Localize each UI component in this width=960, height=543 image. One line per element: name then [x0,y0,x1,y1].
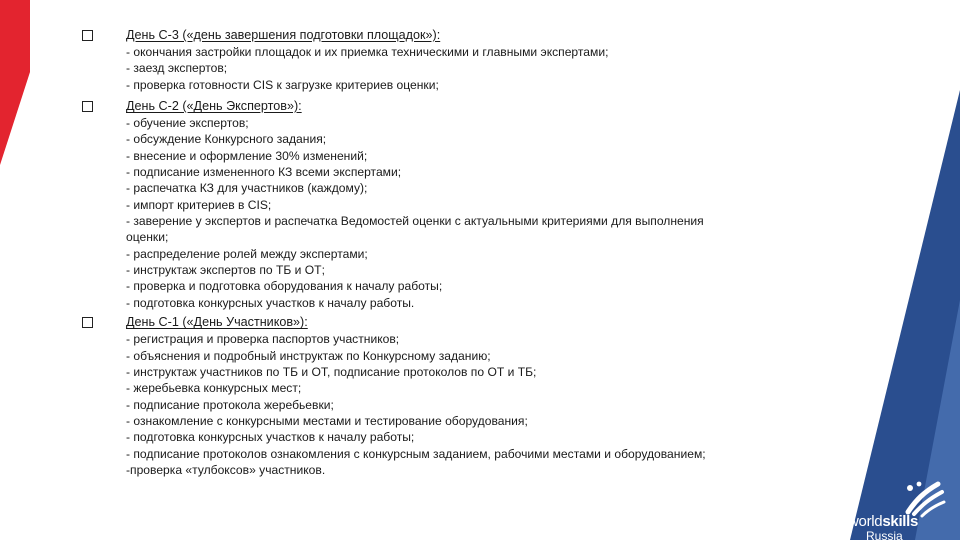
list-item: - внесение и оформление 30% изменений; [126,148,368,163]
checkbox-icon [82,101,93,112]
list-item: - обсуждение Конкурсного задания; [126,132,327,147]
list-item: - подготовка конкурсных участков к началу работы; [126,430,415,445]
section-title: День С-1 («День Участников»): [126,315,308,330]
checkbox-icon [82,317,93,328]
list-item: - инструктаж участников по ТБ и ОТ, подписание протоколов по ОТ и ТБ; [126,364,537,379]
logo-wordmark-world: world [848,513,883,530]
checkbox-icon [82,30,93,41]
list-item: -проверка «тулбоксов» участников. [126,462,326,477]
list-item: - распечатка КЗ для участников (каждому); [126,181,368,196]
list-item: - обучение экспертов; [126,116,249,131]
list-item: - окончания застройки площадок и их приемка техническими и главными экспертами; [126,45,609,59]
list-item: - импорт критериев в CIS; [126,197,272,212]
worldskills-emblem-icon [902,478,946,518]
list-item: - проверка и подготовка оборудования к началу работы; [126,279,443,294]
list-item: - инструктаж экспертов по ТБ и ОТ; [126,263,325,278]
list-item: - распределение ролей между экспертами; [126,246,368,261]
logo-country: Russia [866,529,903,543]
list-item: - подготовка конкурсных участков к началу работы. [126,295,415,310]
list-item: - подписание измененного КЗ всеми экспертами; [126,165,402,180]
worldskills-logo [848,478,960,543]
list-item: - объяснения и подробный инструктаж по Конкурсному заданию; [126,348,491,363]
section-title: День С-2 («День Экспертов»): [126,99,302,114]
list-item: - жеребьевка конкурсных мест; [126,381,302,396]
list-item: - заезд экспертов; [126,61,228,76]
list-item: - проверка готовности CIS к загрузке критериев оценки; [126,77,439,92]
section-title: День С-3 («день завершения подготовки площадок»): [126,28,441,42]
list-item: - подписание протоколов ознакомления с конкурсным заданием, рабочими местами и оборудованием; [126,446,706,461]
list-item: - ознакомление с конкурсными местами и тестирование оборудования; [126,413,528,428]
logo-wordmark-skills: skills [882,513,919,530]
red-accent-band [0,0,30,170]
logo-wordmark [848,514,918,529]
list-item: - заверение у экспертов и распечатка Ведомостей оценки с актуальными критериями для выполнения оценки; [126,214,704,245]
section-day-c3 [82,27,742,93]
section-day-c1 [82,314,742,478]
list-item: - регистрация и проверка паспортов участников; [126,332,400,347]
section-day-c2 [82,98,742,311]
agenda-content [82,27,742,478]
list-item: - подписание протокола жеребьевки; [126,397,334,412]
